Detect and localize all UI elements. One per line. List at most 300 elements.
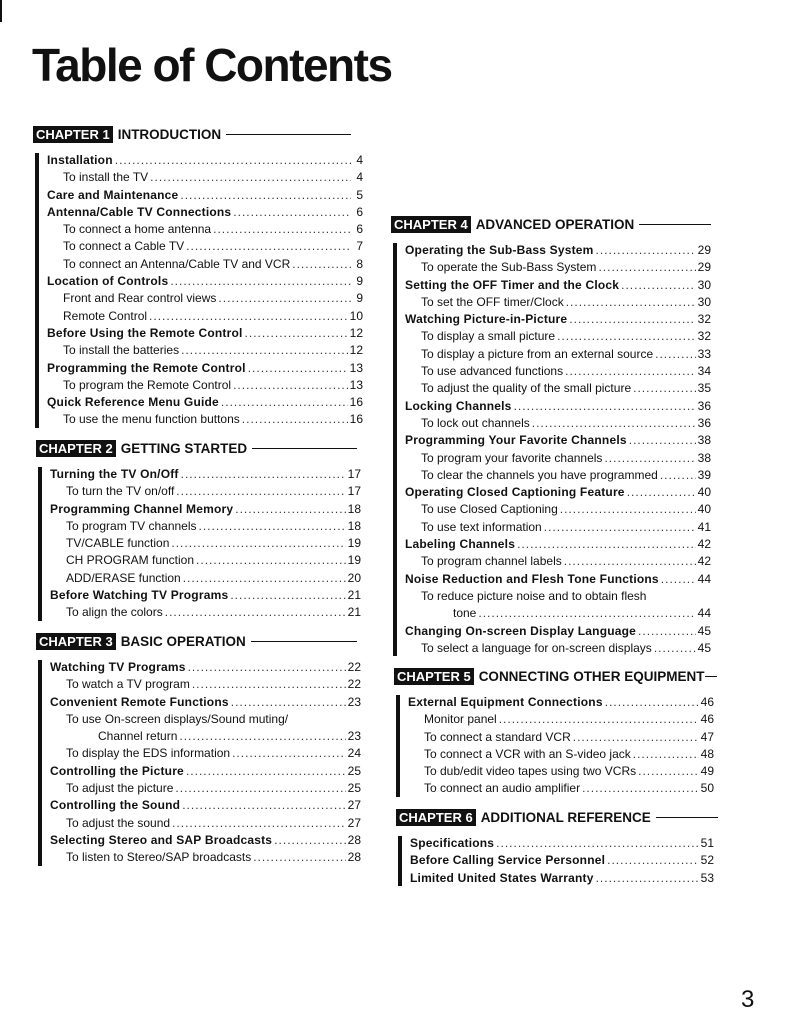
entry-page: 8 [356,256,363,271]
toc-entry-main[interactable] [47,394,363,411]
entry-label: Selecting Stereo and SAP Broadcasts [50,832,273,847]
entry-page: 50 [700,781,714,796]
leader-dots [196,552,346,569]
toc-entry-main[interactable] [408,694,714,711]
leader-dots [499,711,699,728]
toc-entry-main[interactable] [50,797,361,814]
entry-page: 12 [349,343,363,358]
toc-entry-main[interactable] [405,536,711,553]
entry-label: To connect an audio amplifier [424,781,581,796]
leader-dots [661,571,696,588]
entry-label: ADD/ERASE function [66,570,181,585]
toc-entry-sub[interactable] [50,815,361,832]
chapter-rule [639,224,711,225]
leader-dots [218,290,351,307]
entry-page: 25 [347,763,361,778]
chapter-2-section [36,439,361,622]
entry-label: Installation [47,153,113,167]
page-title: Table of Contents [32,39,392,91]
toc-entry-main[interactable] [410,870,714,887]
toc-entry-main[interactable] [47,204,363,221]
entry-page: 46 [700,712,714,727]
chapter-header [391,215,711,233]
entry-page: 36 [697,398,711,413]
entry-page: 38 [697,450,711,465]
leader-dots [245,325,348,342]
entry-label: Before Watching TV Programs [50,588,229,603]
toc-entry-sub[interactable] [50,570,361,587]
entry-label: To display a small picture [421,329,556,344]
toc-entry-sub[interactable] [50,676,361,693]
entry-label: Location of Controls [47,274,169,289]
entry-label: Remote Control [63,308,148,323]
entry-page: 25 [347,781,361,796]
leader-dots [172,815,346,832]
entry-page: 7 [356,239,363,254]
leader-dots [621,277,696,294]
entry-page: 4 [356,153,363,167]
toc-entry-continuation[interactable] [50,728,361,745]
entry-page: 34 [697,364,711,379]
entry-page: 38 [697,433,711,448]
chapter-title: BASIC OPERATION [120,633,246,649]
toc-entry-main[interactable] [47,273,363,290]
entry-label: Antenna/Cable TV Connections [47,204,232,219]
entry-label: Programming Your Favorite Channels [405,433,627,448]
entry-label: Turning the TV On/Off [50,467,179,481]
entry-label: To install the TV [63,170,149,185]
chapter-header [394,667,714,685]
leader-dots [186,763,346,780]
entry-page: 21 [347,605,361,620]
leader-dots [478,605,695,622]
toc-entry-main[interactable] [47,325,363,342]
entry-label: To use Closed Captioning [421,502,558,517]
leader-dots [235,501,345,518]
chapter-badge: CHAPTER 6 [396,809,476,826]
chapter-header [396,808,714,826]
entry-page: 29 [697,243,711,257]
leader-dots [565,363,696,380]
entry-page: 32 [697,312,711,327]
entry-label: Limited United States Warranty [410,870,594,885]
entry-page: 44 [697,571,711,586]
leader-dots [517,536,696,553]
toc-entry-main[interactable] [47,152,363,169]
toc-entry-sub[interactable] [47,256,363,273]
toc-entry-sub[interactable] [50,711,361,728]
entry-page: 48 [700,746,714,761]
entry-page: 42 [697,537,711,552]
toc-entry-sub[interactable] [405,415,711,432]
leader-dots [496,835,698,852]
toc-entry-main[interactable] [47,187,363,204]
entry-page: 22 [347,660,361,674]
chapter-badge: CHAPTER 5 [394,668,474,685]
entry-label: Noise Reduction and Flesh Tone Functions [405,571,659,586]
entry-page: 49 [700,764,714,779]
entry-page: 20 [347,570,361,585]
leader-dots [233,204,351,221]
entry-label: To lock out channels [421,415,530,430]
entry-page: 13 [349,360,363,375]
chapter-header [33,125,363,143]
chapter-title: INTRODUCTION [117,126,222,142]
entry-label: Operating the Sub-Bass System [405,243,594,257]
leader-dots [607,852,699,869]
leader-dots [181,466,346,483]
entry-label: To select a language for on-screen displays [421,640,652,655]
entry-page: 9 [356,291,363,306]
entry-label: To reduce picture noise and to obtain flesh [421,588,647,603]
chapter-badge: CHAPTER 1 [33,126,113,143]
toc-entry-sub[interactable] [408,780,714,797]
entry-label-continuation: tone [453,606,477,621]
chapter-rule [656,817,718,818]
toc-entry-sub[interactable] [50,518,361,535]
chapter-header [36,439,361,457]
entry-label: To program your favorite channels [421,450,603,465]
leader-dots [186,238,351,255]
leader-dots [170,273,351,290]
entry-label: To use text information [421,519,542,534]
leader-dots [629,432,696,449]
entry-page: 46 [700,695,714,709]
toc-entry-sub[interactable] [50,483,361,500]
entry-label: To adjust the picture [66,781,174,796]
entry-page: 13 [349,377,363,392]
entry-label: To use advanced functions [421,364,564,379]
entry-page: 23 [347,729,361,744]
entry-page: 18 [347,501,361,516]
entry-page: 41 [697,519,711,534]
leader-dots [660,467,696,484]
entry-page: 52 [700,853,714,868]
chapter-entries [394,694,714,798]
entry-label: To use On-screen displays/Sound muting/ [66,711,289,726]
page-number: 3 [741,986,755,1013]
entry-label: Quick Reference Menu Guide [47,395,219,410]
toc-entry-main[interactable] [410,852,714,869]
entry-page: 12 [349,325,363,340]
leader-dots [180,187,351,204]
entry-label: Programming the Remote Control [47,360,246,375]
toc-entry-sub[interactable] [47,377,363,394]
entry-label: External Equipment Connections [408,695,603,709]
entry-page: 30 [697,277,711,292]
entry-label: Locking Channels [405,398,512,413]
leader-dots [248,360,348,377]
entry-label: Convenient Remote Functions [50,694,229,709]
entry-label: To connect a Cable TV [63,239,185,254]
entry-label: To connect an Antenna/Cable TV and VCR [63,256,291,271]
leader-dots [182,797,345,814]
toc-entry-sub[interactable] [50,535,361,552]
entry-page: 35 [697,381,711,396]
toc-entry-sub[interactable] [405,588,711,605]
chapter-title: ADVANCED OPERATION [475,216,635,232]
chapter-badge: CHAPTER 3 [36,633,116,650]
entry-page: 32 [697,329,711,344]
toc-entry-main[interactable] [405,571,711,588]
leader-dots [199,518,346,535]
toc-entry-main[interactable] [405,398,711,415]
leader-dots [231,694,346,711]
entry-page: 19 [347,536,361,551]
entry-page: 9 [356,274,363,289]
entry-page: 45 [697,640,711,655]
entry-label: Front and Rear control views [63,291,217,306]
chapter-side-bar [396,695,400,797]
leader-dots [292,256,351,273]
leader-dots [179,728,345,745]
leader-dots [566,294,696,311]
chapter-side-bar [393,243,397,656]
leader-dots [233,377,348,394]
toc-entry-main[interactable] [50,501,361,518]
toc-entry-sub[interactable] [50,604,361,621]
toc-entry-main[interactable] [410,835,714,852]
entry-page: 44 [697,606,711,621]
entry-label: Watching TV Programs [50,660,186,674]
toc-entry-sub[interactable] [405,640,711,657]
chapter-entries [396,835,714,887]
entry-page: 16 [349,395,363,410]
entry-page: 6 [356,222,363,237]
toc-entry-sub[interactable] [50,745,361,762]
entry-label: Specifications [410,836,495,850]
entry-page: 22 [347,677,361,692]
chapter-rule [251,641,357,642]
leader-dots [557,328,696,345]
toc-entry-sub[interactable] [408,711,714,728]
entry-label: Controlling the Sound [50,798,181,813]
toc-entry-sub[interactable] [405,450,711,467]
entry-label: To install the batteries [63,343,180,358]
entry-label: To operate the Sub-Bass System [421,260,597,275]
toc-entry-main[interactable] [50,694,361,711]
leader-dots [221,394,348,411]
chapter-entries [391,242,711,657]
chapter-side-bar [398,836,402,886]
toc-entry-sub[interactable] [47,238,363,255]
entry-page: 28 [347,832,361,847]
entry-label: To connect a home antenna [63,222,212,237]
entry-label: Before Using the Remote Control [47,325,243,340]
entry-page: 10 [349,308,363,323]
entry-page: 17 [347,467,361,481]
leader-dots [544,519,696,536]
toc-entry-sub[interactable] [50,849,361,866]
toc-entry-sub[interactable] [47,290,363,307]
entry-page: 33 [697,346,711,361]
entry-page: 5 [356,187,363,202]
leader-dots [604,450,695,467]
leader-dots [514,398,696,415]
chapter-badge: CHAPTER 2 [36,440,116,457]
leader-dots [213,221,351,238]
entry-page: 19 [347,553,361,568]
toc-entry-sub[interactable] [47,411,363,428]
entry-label: Care and Maintenance [47,187,179,202]
chapter-1-section [33,125,363,429]
leader-dots [175,780,345,797]
entry-page: 18 [347,518,361,533]
leader-dots [627,484,696,501]
entry-page: 40 [697,485,711,500]
entry-page: 27 [347,798,361,813]
chapter-3-section [36,632,361,867]
toc-entry-sub[interactable] [408,729,714,746]
entry-page: 17 [347,484,361,499]
leader-dots [232,745,346,762]
entry-label: Operating Closed Captioning Feature [405,485,625,500]
chapter-header [36,632,361,650]
entry-page: 28 [347,850,361,865]
entry-page: 53 [700,870,714,885]
toc-entry-sub[interactable] [47,308,363,325]
toc-entry-sub[interactable] [47,342,363,359]
leader-dots [569,311,695,328]
leader-dots [115,152,351,169]
toc-entry-sub[interactable] [47,221,363,238]
chapter-rule [252,448,357,449]
entry-page: 23 [347,694,361,709]
entry-label: Monitor panel [424,712,497,727]
entry-label: Before Calling Service Personnel [410,853,606,868]
entry-label: To display a picture from an external source [421,346,654,361]
chapter-entries [33,152,363,429]
entry-label: Labeling Channels [405,537,516,552]
leader-dots [605,694,699,711]
toc-entry-main[interactable] [50,587,361,604]
toc-entry-sub[interactable] [50,552,361,569]
leader-dots [242,411,348,428]
leader-dots [596,870,699,887]
toc-entry-main[interactable] [405,432,711,449]
entry-label: To clear the channels you have programmed [421,467,658,482]
leader-dots [573,729,699,746]
entry-label: To connect a VCR with an S-video jack [424,746,631,761]
toc-entry-main[interactable] [405,311,711,328]
toc-entry-sub[interactable] [405,259,711,276]
entry-label: Programming Channel Memory [50,501,234,516]
toc-entry-sub[interactable] [405,328,711,345]
leader-dots [655,346,696,363]
entry-label: To listen to Stereo/SAP broadcasts [66,850,252,865]
toc-entry-main[interactable] [47,360,363,377]
toc-entry-sub[interactable] [405,380,711,397]
entry-label: Setting the OFF Timer and the Clock [405,277,620,292]
chapter-side-bar [38,660,42,866]
toc-entry-sub[interactable] [405,519,711,536]
leader-dots [564,553,696,570]
entry-label: To display the EDS information [66,746,231,761]
toc-entry-main[interactable] [50,466,361,483]
entry-label: To connect a standard VCR [424,729,571,744]
toc-entry-main[interactable] [405,242,711,259]
chapter-title: ADDITIONAL REFERENCE [480,809,651,825]
entry-page: 4 [356,170,363,185]
chapter-entries [36,466,361,622]
chapter-entries [36,659,361,867]
toc-entry-sub[interactable] [47,169,363,186]
chapter-rule [705,676,717,677]
entry-page: 40 [697,502,711,517]
toc-entry-sub[interactable] [405,467,711,484]
toc-entry-main[interactable] [405,623,711,640]
entry-page: 6 [356,204,363,219]
leader-dots [633,746,699,763]
toc-entry-sub[interactable] [408,763,714,780]
chapter-title: CONNECTING OTHER EQUIPMENT [478,668,705,684]
leader-dots [181,342,348,359]
toc-entry-sub[interactable] [405,294,711,311]
toc-entry-sub[interactable] [405,363,711,380]
entry-label: To set the OFF timer/Clock [421,294,564,309]
chapter-badge: CHAPTER 4 [391,216,471,233]
entry-label: To program the Remote Control [63,377,232,392]
leader-dots [598,259,695,276]
leader-dots [654,640,696,657]
leader-dots [596,242,696,259]
toc-entry-main[interactable] [405,277,711,294]
chapter-6-section [396,808,714,887]
toc-entry-sub[interactable] [405,553,711,570]
entry-label: To turn the TV on/off [66,484,175,499]
toc-entry-main[interactable] [50,832,361,849]
leader-dots [638,623,696,640]
entry-label: To align the colors [66,605,163,620]
chapter-rule [226,134,351,135]
leader-dots [532,415,696,432]
toc-entry-main[interactable] [50,659,361,676]
entry-label: TV/CABLE function [66,536,170,551]
entry-page: 24 [347,746,361,761]
chapter-4-section [391,215,711,657]
toc-entry-sub[interactable] [405,346,711,363]
chapter-side-bar [35,153,39,428]
chapter-5-section [394,667,714,798]
leader-dots [253,849,345,866]
leader-dots [176,483,345,500]
toc-entry-main[interactable] [405,484,711,501]
leader-dots [183,570,346,587]
toc-entry-sub[interactable] [408,746,714,763]
leader-dots [230,587,345,604]
entry-label: Changing On-screen Display Language [405,623,637,638]
entry-label: To watch a TV program [66,677,190,692]
entry-label: To program TV channels [66,518,197,533]
toc-entry-continuation[interactable] [405,605,711,622]
entry-label-continuation: Channel return [98,729,178,744]
leader-dots [274,832,345,849]
toc-entry-sub[interactable] [405,501,711,518]
entry-page: 36 [697,415,711,430]
leader-dots [633,380,696,397]
entry-label: To program channel labels [421,554,562,569]
page-edge-mark [0,0,2,22]
leader-dots [165,604,346,621]
entry-page: 51 [700,836,714,850]
entry-page: 39 [697,467,711,482]
leader-dots [188,659,346,676]
entry-label: To adjust the sound [66,815,171,830]
toc-entry-main[interactable] [50,763,361,780]
entry-page: 16 [349,412,363,427]
entry-label: CH PROGRAM function [66,553,195,568]
toc-entry-sub[interactable] [50,780,361,797]
